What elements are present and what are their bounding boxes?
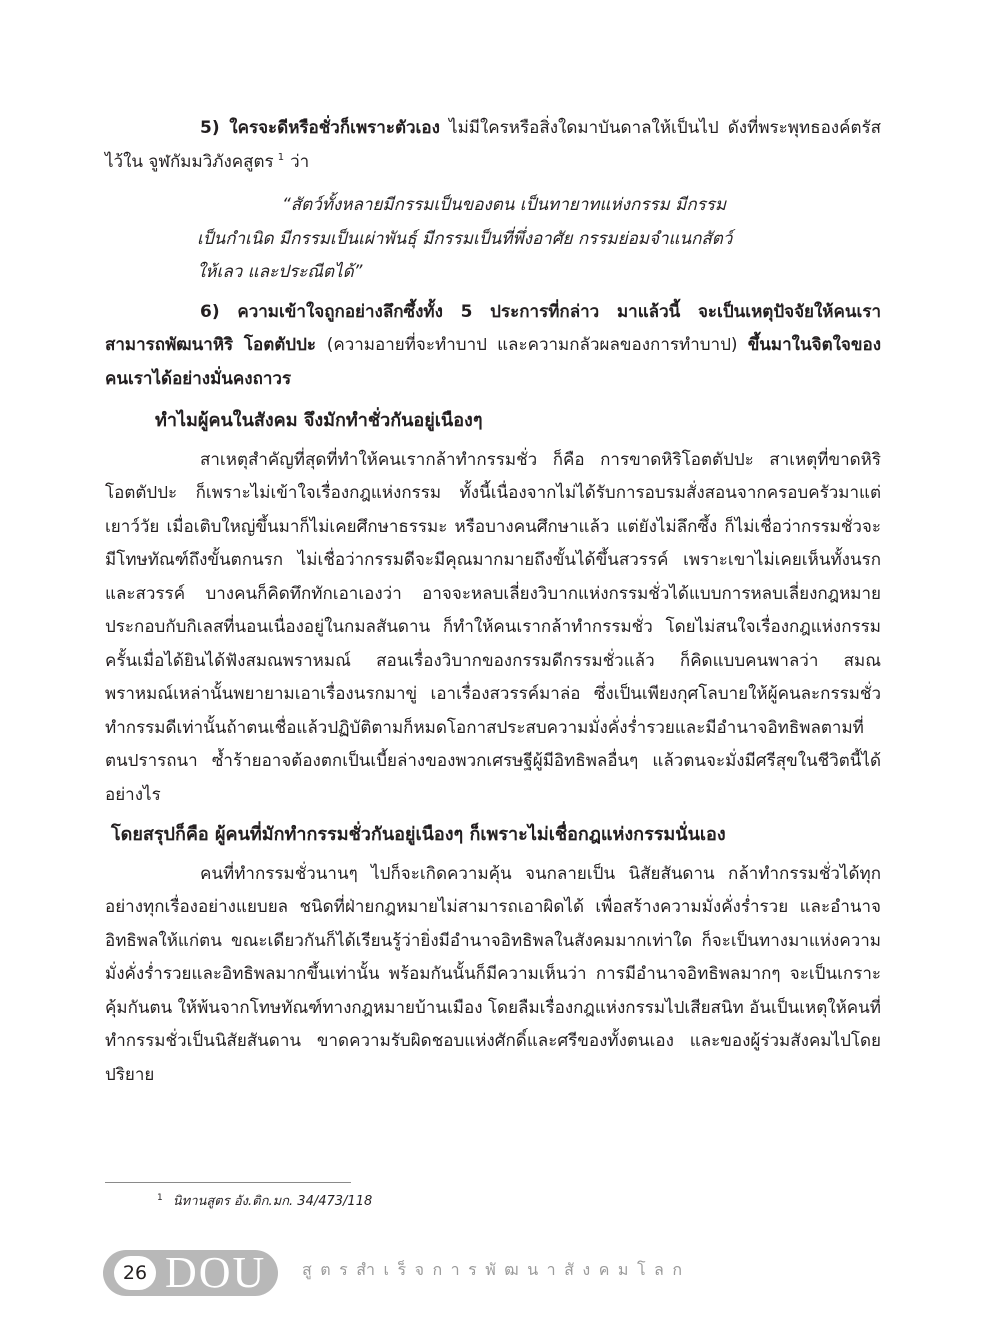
point-6-paragraph [105, 296, 881, 397]
page-number: 26 [114, 1256, 156, 1290]
body-paragraph: คนที่ทำกรรมชั่วนานๆ ไปก็จะเกิดความคุ้น จนกลายเป็น นิสัยสันดาน กล้าทำกรรมชั่วได้ทุกอย่างทุกเรื่องอย่างแยบยล ชนิดที่ฝ่ายกฎหมายไม่สามารถเอาผิดได้ เพื่อสร้างความมั่งคั่งร่ำรวย และอำนาจอิทธิพลให้แก่ตน ขณะเดียวกันก็ได้เรียนรู้ว่ายิ่งมีอำนาจอิทธิพลในสังคมมากเท่าใด ก็จะเป็นทางมาแห่งความมั่งคั่งร่ำรวยและอิทธิพลมากขึ้นเท่านั้น พร้อมกันนั้นก็มีความเห็นว่า การมีอำนาจอิทธิพลมากๆ จะเป็นเกราะคุ้มกันตน ให้พ้นจากโทษทัณฑ์ทางกฎหมายบ้านเมือง โดยลืมเรื่องกฎแห่งกรรมไปเสียสนิท อันเป็นเหตุให้คนที่ทำกรรมชั่วเป็นนิสัยสันดาน ขาดความรับผิดชอบแห่งศักดิ์และศรีของทั้งตนเอง และของผู้ร่วมสังคมไปโดยปริยาย [105, 863, 881, 1085]
footnote [157, 1190, 372, 1211]
point-5-text: ไม่มีใครหรือสิ่งใดมาบันดาลให้เป็นไป ดังที่พระพุทธองค์ตรัสไว้ใน [105, 118, 882, 172]
point-6-run: 6) ความเข้าใจถูกอย่างลึกซึ้งทั้ง 5 ประการที่กล่าว มาแล้วนี้ จะเป็นเหตุปัจจัยให้คนเราสามารถพัฒนาหิริ โอตตัปปะ [105, 301, 881, 355]
footnote-text: นิทานสูตร อัง.ติก.มก. 34/473/118 [172, 1194, 373, 1209]
running-title: สูตรสำเร็จการพัฒนาสังคมโลก [302, 1260, 691, 1279]
quote-line: ให้เลว และประณีตได้” [197, 262, 363, 282]
point-6-run: ขึ้นมาในจิตใจของคนเราได้อย่างมั่นคงถาวร [105, 335, 881, 389]
point-5-lead: 5) ใครจะดีหรือชั่วก็เพราะตัวเอง [200, 118, 440, 138]
quote-line: เป็นกำเนิด มีกรรมเป็นเผ่าพันธุ์ มีกรรมเป็นที่พึ่งอาศัย กรรมย่อมจำแนกสัตว์ [197, 228, 733, 249]
quote-line: “สัตว์ทั้งหลายมีกรรมเป็นของตน เป็นทายาทแห่งกรรม มีกรรม [282, 195, 727, 215]
footnote-marker: 1 [277, 151, 285, 163]
footnote-number: 1 [157, 1192, 163, 1203]
footnote-divider [105, 1182, 351, 1183]
section-heading: ทำไมผู้คนในสังคม จึงมักทำชั่วกันอยู่เนืองๆ [155, 410, 483, 431]
sutta-name: จูฬกัมมวิภังคสูตร [148, 151, 274, 172]
summary-heading: โดยสรุปก็คือ ผู้คนที่มักทำกรรมชั่วกันอยู่เนืองๆ ก็เพราะไม่เชื่อกฎแห่งกรรมนั่นเอง [111, 824, 726, 845]
point-5-end: ว่า [290, 151, 310, 172]
dou-logo: DOU [165, 1248, 267, 1297]
body-paragraph: สาเหตุสำคัญที่สุดที่ทำให้คนเรากล้าทำกรรมชั่ว ก็คือ การขาดหิริโอตตัปปะ สาเหตุที่ขาดหิริโอตตัปปะ ก็เพราะไม่เข้าใจเรื่องกฎแห่งกรรม ทั้งนี้เนื่องจากไม่ได้รับการอบรมสั่งสอนจากครอบครัวมาแต่เยาว์วัย เมื่อเติบใหญ่ขึ้นมาก็ไม่เคยศึกษาธรรมะ หรือบางคนศึกษาแล้ว แต่ยังไม่ลึกซึ้ง ก็ไม่เชื่อว่ากรรมชั่วจะมีโทษทัณฑ์ถึงขั้นตกนรก ไม่เชื่อว่ากรรมดีจะมีคุณมากมายถึงขั้นได้ขึ้นสวรรค์ เพราะเขาไม่เคยเห็นทั้งนรกและสวรรค์ บางคนก็คิดทึกทักเอาเองว่า อาจจะหลบเลี่ยงวิบากแห่งกรรมชั่วได้แบบการหลบเลี่ยงกฎหมาย ประกอบกับกิเลสที่นอนเนื่องอยู่ในกมลสันดาน ก็ทำให้คนเรากล้าทำกรรมชั่ว โดยไม่สนใจเรื่องกฎแห่งกรรม ครั้นเมื่อได้ยินได้ฟังสมณพราหมณ์ สอนเรื่องวิบากของกรรมดีกรรมชั่วแล้ว ก็คิดแบบคนพาลว่า สมณพราหมณ์เหล่านั้นพยายามเอาเรื่องนรกมาขู่ เอาเรื่องสวรรค์มาล่อ ซึ่งเป็นเพียงกุศโลบายให้ผู้คนละกรรมชั่วทำกรรมดีเท่านั้นถ้าตนเชื่อแล้วปฏิบัติตามก็หมดโอกาสประสบความมั่งคั่งร่ำรวยและมีอำนาจอิทธิพลตามที่ตนปรารถนา ซ้ำร้ายอาจต้องตกเป็นเบี้ยล่างของพวกเศรษฐีผู้มีอิทธิพลอื่นๆ แล้วตนจะมั่งมีศรีสุขในชีวิตนี้ได้อย่างไร [105, 449, 881, 805]
footer-badge [103, 1250, 278, 1296]
point-5-paragraph [105, 112, 881, 179]
sutta-quote [197, 189, 881, 290]
point-6-run: (ความอายที่จะทำบาป และความกลัวผลของการทำบาป) [326, 335, 748, 355]
page-body [105, 112, 881, 1092]
